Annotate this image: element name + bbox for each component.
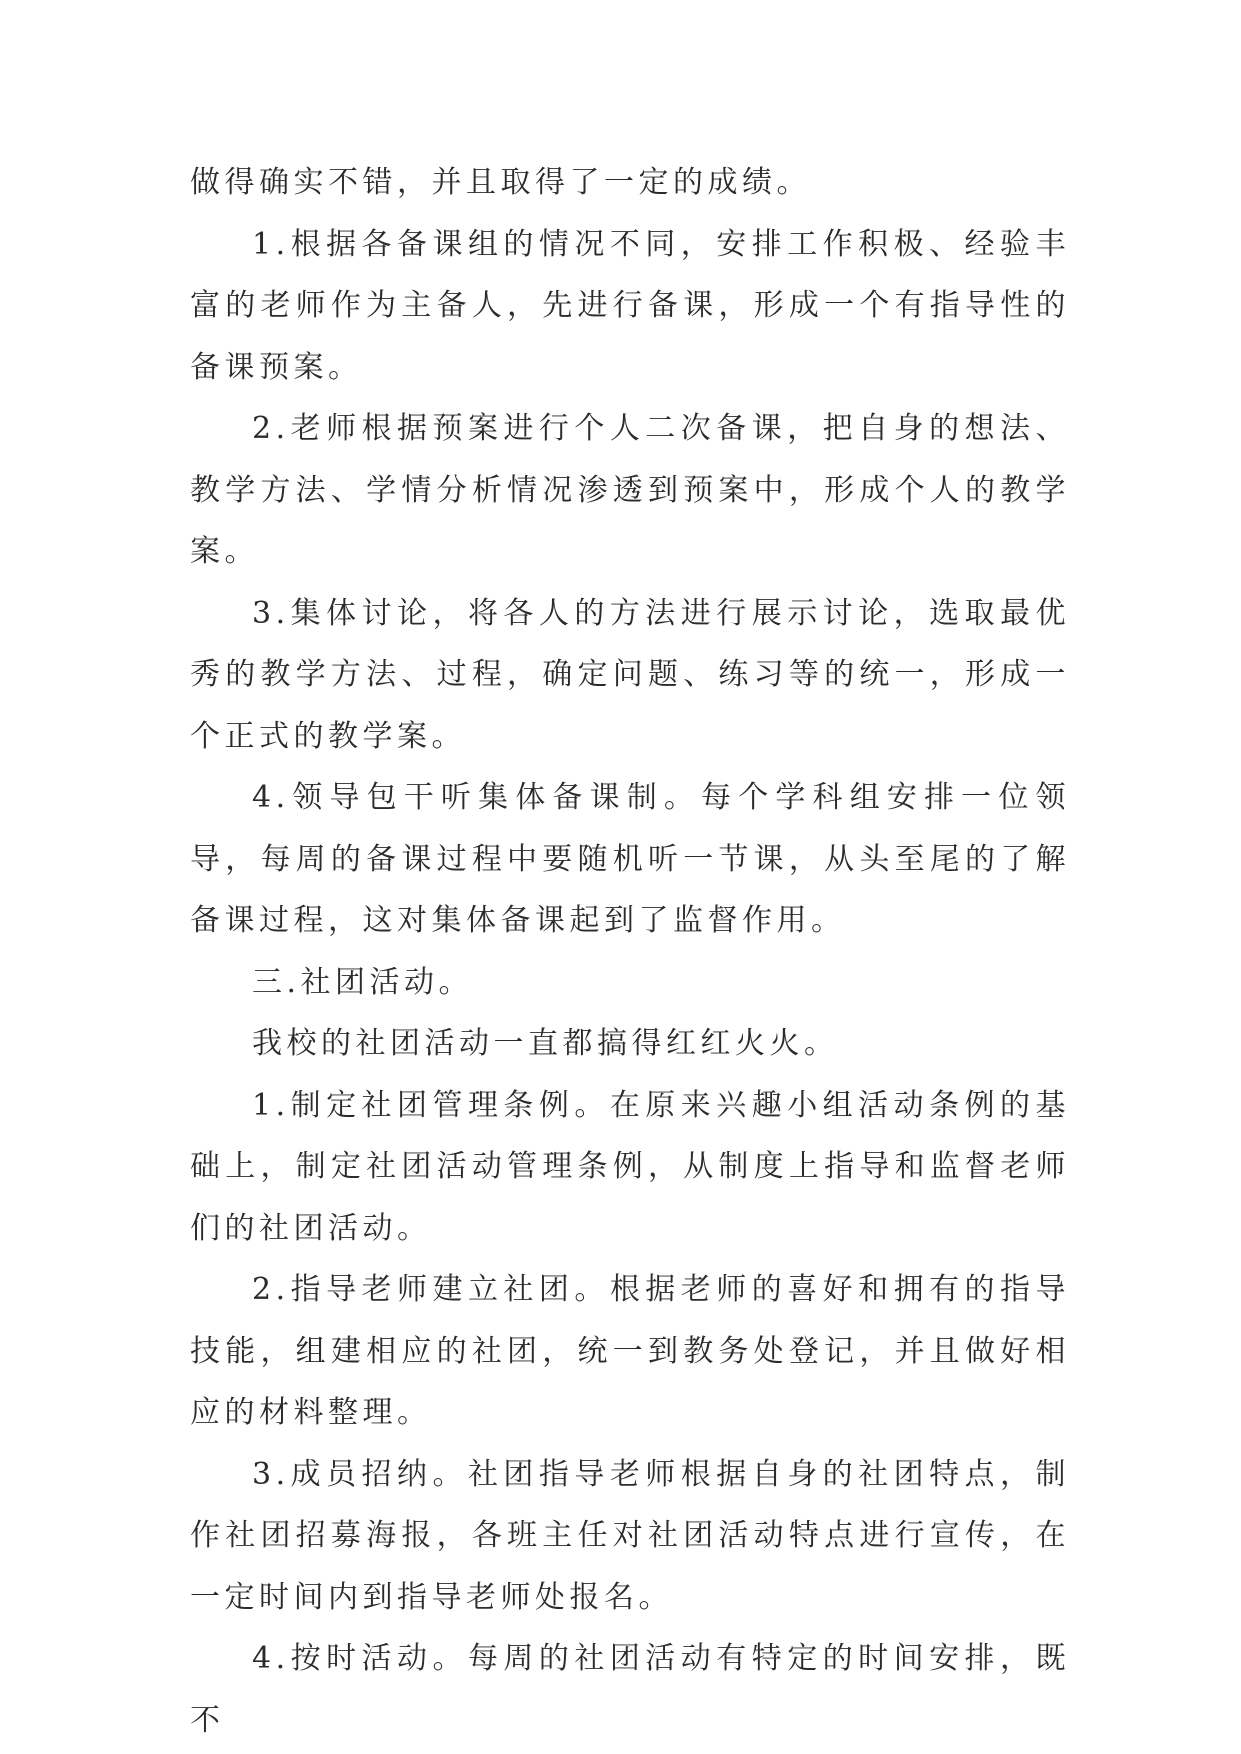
paragraph-club-item-2: 2.指导老师建立社团。根据老师的喜好和拥有的指导技能，组建相应的社团，统一到教务处登记，并且做好相应的材料整理。 — [190, 1272, 1070, 1430]
paragraph-lesson-item-4: 4.领导包干听集体备课制。每个学科组安排一位领导，每周的备课过程中要随机听一节课，从头至尾的了解备课过程，这对集体备课起到了监督作用。 — [190, 780, 1070, 938]
paragraph-lesson-item-1: 1.根据各备课组的情况不同，安排工作积极、经验丰富的老师作为主备人，先进行备课，形成一个有指导性的备课预案。 — [190, 226, 1070, 385]
paragraph-lesson-item-2: 2.老师根据预案进行个人二次备课，把自身的想法、教学方法、学情分析情况渗透到预案中，形成个人的教学案。 — [190, 411, 1070, 569]
paragraph-club-item-4: 4.按时活动。每周的社团活动有特定的时间安排，既不 — [190, 1641, 1070, 1738]
paragraph-club-intro: 我校的社团活动一直都搞得红红火火。 — [252, 1026, 839, 1061]
section-heading-club-activities: 三.社团活动。 — [252, 964, 474, 1000]
paragraph-club-item-3: 3.成员招纳。社团指导老师根据自身的社团特点，制作社团招募海报，各班主任对社团活动特点进行宣传，在一定时间内到指导老师处报名。 — [190, 1456, 1070, 1615]
paragraph-club-item-1: 1.制定社团管理条例。在原来兴趣小组活动条例的基础上，制定社团活动管理条例，从制度上指导和监督老师们的社团活动。 — [190, 1087, 1070, 1246]
document-body — [190, 152, 1070, 1751]
paragraph-continuation: 做得确实不错，并且取得了一定的成绩。 — [190, 165, 811, 200]
paragraph-lesson-item-3: 3.集体讨论，将各人的方法进行展示讨论，选取最优秀的教学方法、过程，确定问题、练习等的统一，形成一个正式的教学案。 — [190, 595, 1070, 754]
